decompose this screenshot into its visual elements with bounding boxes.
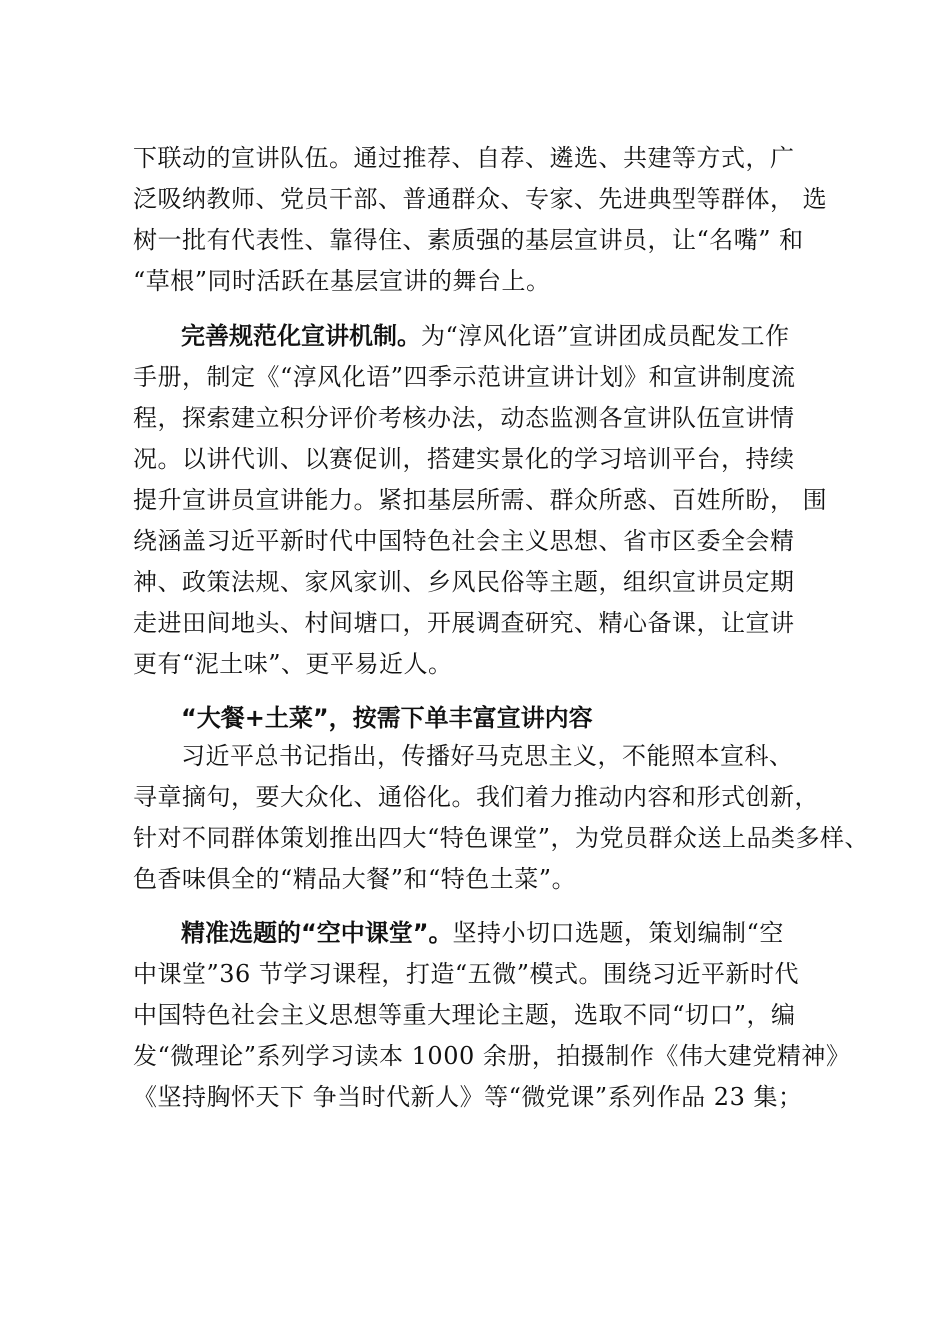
paragraph-4-line-2: 中课堂”36 节学习课程，打造“五微”模式。围绕习近平新时代 (133, 960, 799, 988)
paragraph-3-line-3: 针对不同群体策划推出四大“特色课堂”，为党员群众送上品类多样、 (133, 824, 870, 852)
paragraph-3-line-2: 寻章摘句，要大众化、通俗化。我们着力推动内容和形式创新， (133, 783, 819, 811)
paragraph-2-line-8: 走进田间地头、村间塘口，开展调查研究、精心备课，让宣讲 (133, 609, 795, 637)
paragraph-4-line-4: 发“微理论”系列学习读本 1000 余册，拍摄制作《伟大建党精神》 (133, 1042, 851, 1070)
paragraph-1-line-1: 下联动的宣讲队伍。通过推荐、自荐、遴选、共建等方式，广 (133, 144, 795, 172)
paragraph-1-line-3: 树一批有代表性、靠得住、素质强的基层宣讲员，让“名嘴” 和 (133, 226, 804, 254)
paragraph-4-line-1 (181, 916, 784, 950)
paragraph-2-line-1 (181, 319, 790, 353)
paragraph-4-line-5: 《坚持胸怀天下 争当时代新人》等“微党课”系列作品 23 集； (133, 1083, 803, 1111)
paragraph-1-line-4: “草根”同时活跃在基层宣讲的舞台上。 (133, 267, 551, 295)
paragraph-4-lead-text: 坚持小切口选题，策划编制“空 (452, 919, 784, 947)
paragraph-2-line-7: 神、政策法规、家风家训、乡风民俗等主题，组织宣讲员定期 (133, 568, 795, 596)
paragraph-4-lead-heading: 精准选题的“空中课堂”。 (181, 919, 453, 947)
paragraph-2-line-5: 提升宣讲员宣讲能力。紧扣基层所需、群众所惑、百姓所盼， 围 (133, 486, 828, 514)
paragraph-2-line-4: 况。以讲代训、以赛促训，搭建实景化的学习培训平台，持续 (133, 445, 795, 473)
paragraph-2-line-9: 更有“泥土味”、更平易近人。 (133, 650, 453, 678)
paragraph-2-lead-text: 为“淳风化语”宣讲团成员配发工作 (421, 322, 790, 350)
section-heading: “大餐+土菜”，按需下单丰富宣讲内容 (181, 704, 593, 732)
paragraph-2-lead-heading: 完善规范化宣讲机制。 (181, 322, 421, 350)
paragraph-4-line-3: 中国特色社会主义思想等重大理论主题，选取不同“切口”，编 (133, 1001, 796, 1029)
paragraph-2-line-6: 绕涵盖习近平新时代中国特色社会主义思想、省市区委全会精 (133, 527, 795, 555)
paragraph-2-line-3: 程，探索建立积分评价考核办法，动态监测各宣讲队伍宣讲情 (133, 404, 795, 432)
paragraph-3-line-1: 习近平总书记指出，传播好马克思主义，不能照本宣科、 (181, 742, 794, 770)
paragraph-3-line-4: 色香味俱全的“精品大餐”和“特色土菜”。 (133, 865, 577, 893)
paragraph-2-line-2: 手册，制定《“淳风化语”四季示范讲宣讲计划》和宣讲制度流 (133, 363, 796, 391)
paragraph-1-line-2: 泛吸纳教师、党员干部、普通群众、专家、先进典型等群体， 选 (133, 185, 828, 213)
